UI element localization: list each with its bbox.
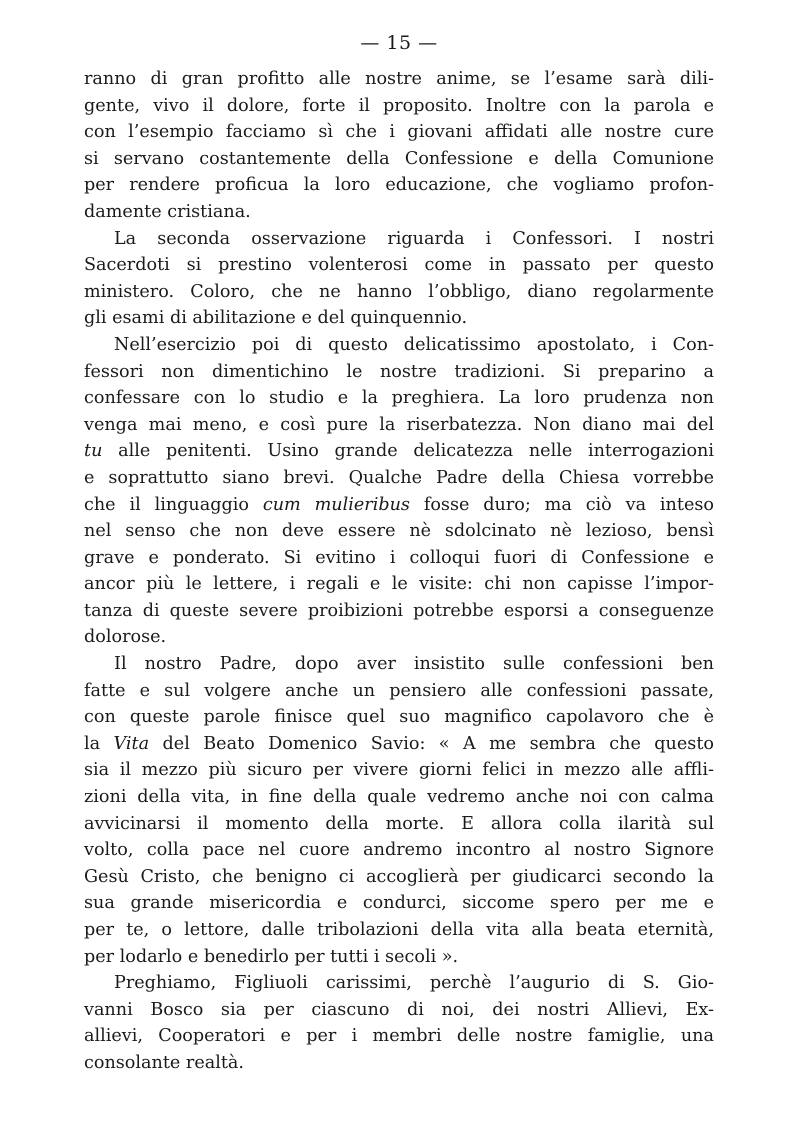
paragraph bbox=[84, 66, 714, 226]
paragraph bbox=[84, 651, 714, 970]
text-segment: vanni Bosco sia per ciascuno di noi, dei nostri Allievi, Ex- bbox=[84, 999, 714, 1020]
text-segment: del Beato Domenico Savio: « A me sembra che questo bbox=[149, 733, 714, 754]
text-line bbox=[84, 970, 714, 997]
paragraph bbox=[84, 970, 714, 1076]
text-segment: sia il mezzo più sicuro per vivere giorni felici in mezzo alle affli- bbox=[84, 760, 714, 781]
italic-text: cum mulieribus bbox=[262, 494, 410, 515]
text-line bbox=[84, 412, 714, 439]
text-line bbox=[84, 571, 714, 598]
text-line bbox=[84, 226, 714, 253]
text-segment: La seconda osservazione riguarda i Confessori. I nostri bbox=[114, 228, 714, 249]
text-line bbox=[84, 997, 714, 1024]
text-line bbox=[84, 757, 714, 784]
text-segment: fatte e sul volgere anche un pensiero alle confessioni passate, bbox=[84, 680, 714, 701]
text-line bbox=[84, 917, 714, 944]
text-line bbox=[84, 678, 714, 705]
text-segment: alle penitenti. Usino grande delicatezza nelle interrogazioni bbox=[102, 441, 714, 462]
text-line bbox=[84, 1050, 714, 1077]
text-segment: e soprattutto siano brevi. bbox=[84, 467, 349, 488]
text-segment: Qualche Padre della Chiesa vorrebbe bbox=[348, 467, 714, 488]
text-segment: fessori non dimentichino le nostre tradizioni. Si preparino a bbox=[84, 361, 714, 382]
text-line bbox=[84, 146, 714, 173]
text-line bbox=[84, 784, 714, 811]
text-line bbox=[84, 811, 714, 838]
text-segment: tanza di queste severe proibizioni potrebbe esporsi a conseguenze bbox=[84, 600, 714, 621]
text-segment: gli esami di abilitazione e del quinquennio. bbox=[84, 308, 468, 329]
text-line bbox=[84, 944, 714, 971]
text-line bbox=[84, 731, 714, 758]
text-segment: con l’esempio facciamo sì che i giovani affidati alle nostre cure bbox=[84, 122, 714, 143]
text-line bbox=[84, 252, 714, 279]
text-segment: avvicinarsi il momento della morte. E allora colla ilarità sul bbox=[84, 813, 714, 834]
text-line bbox=[84, 172, 714, 199]
text-segment: allievi, Cooperatori e per i membri delle nostre famiglie, una bbox=[84, 1026, 714, 1047]
text-segment: volto, colla pace nel cuore andremo incontro al nostro Signore bbox=[84, 840, 714, 861]
text-line bbox=[84, 279, 714, 306]
text-segment: ministero. Coloro, che ne hanno l’obbligo, diano regolarmente bbox=[84, 281, 714, 302]
text-segment: confessare con lo studio e la preghiera. La loro prudenza non bbox=[84, 388, 714, 409]
text-line bbox=[84, 359, 714, 386]
text-segment: damente cristiana. bbox=[84, 201, 251, 222]
text-segment: si servano costantemente della Confessione e della Comunione bbox=[84, 148, 714, 169]
italic-text: tu bbox=[84, 441, 103, 462]
text-segment: per te, o lettore, dalle tribolazioni della vita alla beata eternità, bbox=[84, 920, 714, 940]
text-segment: per rendere proficua la loro educazione, che vogliamo profon- bbox=[84, 175, 714, 196]
text-segment: ancor più le lettere, i regali e le visite: chi non capisse l’impor- bbox=[84, 574, 714, 595]
text-segment: sua grande misericordia e condurci, siccome spero per me e bbox=[84, 893, 714, 914]
text-line bbox=[84, 332, 714, 359]
text-line bbox=[84, 66, 714, 93]
text-line bbox=[84, 1023, 714, 1050]
text-segment: gente, vivo il dolore, forte il proposito. Inoltre con la parola e bbox=[84, 95, 714, 116]
text-segment: che il linguaggio bbox=[84, 494, 263, 515]
document-page bbox=[84, 30, 714, 1077]
text-line bbox=[84, 305, 714, 332]
text-line bbox=[84, 624, 714, 651]
text-line bbox=[84, 864, 714, 891]
text-segment: Gesù Cristo, che benigno ci accoglierà per giudicarci secondo la bbox=[84, 866, 714, 887]
text-segment: Preghiamo, Figliuoli carissimi, perchè l’augurio di S. Gio- bbox=[114, 973, 714, 994]
text-line bbox=[84, 199, 714, 226]
text-segment: Sacerdoti si prestino volenterosi come in passato per questo bbox=[84, 255, 714, 276]
text-segment: ranno di gran profitto alle nostre anime, se l’esame sarà dili- bbox=[84, 69, 714, 89]
text-line bbox=[84, 545, 714, 572]
text-segment: dolorose. bbox=[84, 627, 167, 648]
text-line bbox=[84, 651, 714, 678]
text-line bbox=[84, 465, 714, 492]
text-segment: consolante realtà. bbox=[84, 1052, 245, 1073]
text-segment: fosse duro; ma ciò va inteso bbox=[409, 494, 714, 515]
text-line bbox=[84, 119, 714, 146]
text-segment: nel senso che non deve essere nè sdolcinato nè lezioso, bensì bbox=[84, 521, 714, 542]
paragraph bbox=[84, 332, 714, 651]
italic-text: Vita bbox=[113, 733, 150, 754]
text-segment: la bbox=[84, 733, 114, 754]
text-line bbox=[84, 598, 714, 625]
text-segment: zioni della vita, in fine della quale vedremo anche noi con calma bbox=[84, 787, 714, 808]
page-number: — 15 — bbox=[360, 32, 438, 54]
paragraph bbox=[84, 226, 714, 332]
text-line bbox=[84, 492, 714, 519]
text-segment: Il nostro Padre, dopo aver insistito sulle confessioni ben bbox=[114, 654, 714, 675]
text-segment: per lodarlo e benedirlo per tutti i secoli ». bbox=[84, 946, 459, 967]
text-segment: grave e ponderato. Si evitino i colloqui fuori di Confessione e bbox=[84, 547, 714, 568]
text-line bbox=[84, 704, 714, 731]
text-line bbox=[84, 385, 714, 412]
text-line bbox=[84, 93, 714, 120]
text-segment: Nell’esercizio poi di questo delicatissimo apostolato, i Con- bbox=[114, 334, 714, 355]
text-segment: con queste parole finisce quel suo magnifico capolavoro che è bbox=[84, 707, 714, 728]
text-line bbox=[84, 518, 714, 545]
text-line bbox=[84, 438, 714, 465]
text-segment: venga mai meno, e così pure la riserbatezza. Non diano mai del bbox=[84, 414, 714, 435]
text-line bbox=[84, 890, 714, 917]
body-text bbox=[84, 66, 714, 1077]
text-line bbox=[84, 837, 714, 864]
